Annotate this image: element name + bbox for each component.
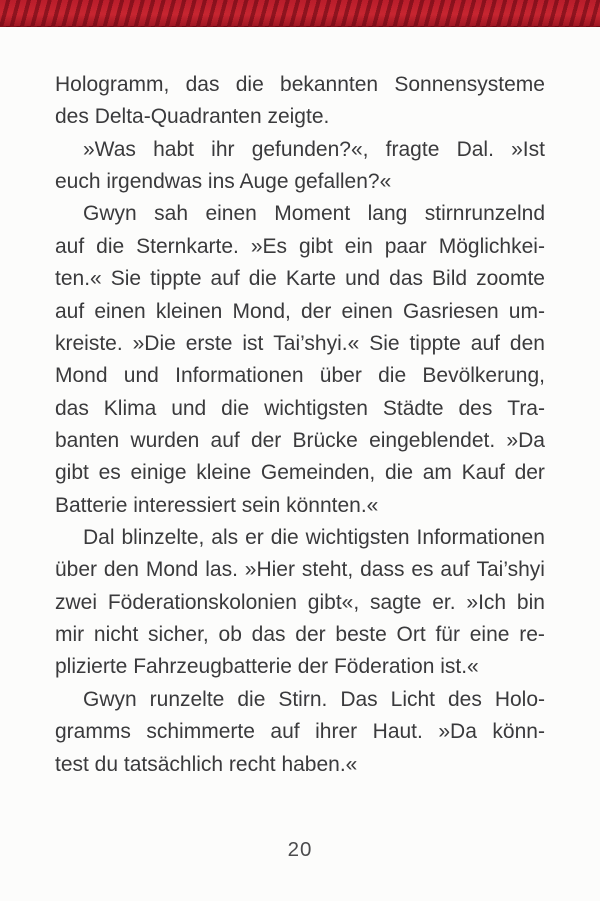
text-word: re-	[519, 623, 545, 647]
text-word: ist	[242, 331, 264, 355]
text-word: lang	[367, 202, 408, 226]
text-word: Mond	[55, 364, 108, 388]
text-word: Gwyn	[83, 687, 137, 711]
text-word: der	[295, 623, 326, 647]
text-line	[55, 134, 545, 166]
text-word: zwei	[55, 590, 98, 614]
text-word: runzelte	[149, 687, 225, 711]
text-word: »Da	[506, 428, 545, 452]
text-word: wichtigsten	[305, 526, 410, 550]
text-word: den	[509, 331, 545, 355]
text-word: Tai’shyi.«	[273, 331, 360, 355]
text-line	[55, 296, 545, 328]
text-line: plizierte Fahrzeugbatterie der Föderation ist.«	[55, 655, 479, 679]
text-word: die	[378, 364, 407, 388]
text-word: Dal	[83, 526, 115, 550]
text-word: steht,	[301, 558, 354, 582]
text-word: Sternkarte.	[136, 234, 239, 258]
text-word: ihrer	[315, 720, 358, 744]
text-word: Haut.	[372, 720, 423, 744]
text-line: test du tatsächlich recht haben.«	[55, 752, 358, 776]
text-word: »Es	[250, 234, 287, 258]
text-word: Sie	[110, 267, 142, 291]
text-word: die	[237, 687, 266, 711]
text-word: »Ich	[466, 590, 507, 614]
text-word: »Die	[132, 331, 176, 355]
text-line	[55, 522, 545, 554]
text-word: er	[245, 526, 264, 550]
text-word: paar	[384, 234, 427, 258]
text-word: »Da	[438, 720, 477, 744]
text-line	[55, 587, 545, 619]
text-word: auf	[210, 428, 240, 452]
text-word: als	[211, 526, 239, 550]
text-word: gefunden?«,	[251, 137, 369, 161]
text-word: der	[300, 299, 332, 323]
text-word: die	[384, 461, 414, 485]
text-line	[55, 619, 545, 651]
text-word: die	[221, 396, 250, 420]
text-word: gibt	[55, 461, 89, 485]
text-line	[55, 231, 545, 263]
text-word: das	[55, 396, 89, 420]
text-word: gibt«,	[307, 590, 360, 614]
text-line	[55, 716, 545, 748]
text-line	[55, 393, 545, 425]
text-word: Föderationskolonien	[107, 590, 297, 614]
text-word: des	[447, 687, 482, 711]
text-word: die	[248, 267, 277, 291]
text-word: kleine	[196, 461, 252, 485]
text-word: kleinen	[155, 299, 223, 323]
text-line	[55, 360, 545, 392]
text-word: die	[270, 526, 299, 550]
text-word: sah	[154, 202, 188, 226]
text-word: Licht	[390, 687, 436, 711]
text-word: kreiste.	[55, 331, 123, 355]
text-word: bin	[516, 590, 545, 614]
text-word: schimmerte	[146, 720, 255, 744]
text-word: der	[250, 428, 282, 452]
text-word: Stirn.	[278, 687, 328, 711]
text-word: banten	[55, 428, 120, 452]
text-word: gibt	[298, 234, 333, 258]
text-word: »Ist	[511, 137, 545, 161]
text-line	[55, 684, 545, 716]
text-line	[55, 69, 545, 101]
text-word: tippte	[150, 267, 202, 291]
text-word: Brücke	[292, 428, 358, 452]
text-line	[55, 198, 545, 230]
text-word: einen	[341, 299, 393, 323]
text-word: für	[435, 623, 460, 647]
text-word: Möglichkei-	[438, 234, 545, 258]
text-word: erste	[185, 331, 233, 355]
text-word: Hologramm,	[55, 73, 170, 96]
text-word: und	[171, 396, 207, 420]
text-word: habt	[153, 137, 194, 161]
text-word: Sonnensysteme	[394, 73, 545, 96]
text-word: der	[514, 461, 545, 485]
text-word: auf	[440, 558, 470, 582]
text-word: auf	[55, 234, 85, 258]
text-word: Klima	[103, 396, 157, 420]
text-word: einen	[205, 202, 257, 226]
text-word: ob	[218, 623, 242, 647]
text-word: Tra-	[507, 396, 545, 420]
text-word: auf	[55, 299, 85, 323]
text-word: zoomte	[476, 267, 545, 291]
text-line: Batterie interessiert sein könnten.«	[55, 493, 379, 517]
text-word: Mond	[145, 558, 199, 582]
text-word: »Was	[83, 137, 136, 161]
text-word: tippte	[409, 331, 461, 355]
text-word: Dal.	[456, 137, 494, 161]
page-number: 20	[287, 838, 313, 861]
book-cover-top-edge	[0, 0, 600, 27]
text-word: das	[389, 267, 424, 291]
text-word: sicher,	[148, 623, 209, 647]
text-word: Gwyn	[83, 202, 137, 226]
text-word: es	[411, 558, 434, 582]
text-word: eine	[469, 623, 510, 647]
text-word: dass	[360, 558, 405, 582]
text-word: wichtigsten	[264, 396, 368, 420]
text-word: einen	[94, 299, 146, 323]
text-word: beste	[335, 623, 387, 647]
text-word: den	[103, 558, 139, 582]
text-word: Karte	[285, 267, 337, 291]
text-word: sagte	[370, 590, 422, 614]
text-word: es	[98, 461, 121, 485]
text-word: las.	[205, 558, 238, 582]
text-word: blinzelte,	[121, 526, 205, 550]
text-word: er.	[432, 590, 456, 614]
text-word: fragte	[385, 137, 440, 161]
text-word: Tai’shyi	[476, 558, 545, 582]
text-word: Holo-	[494, 687, 545, 711]
text-word: wurden	[130, 428, 200, 452]
text-word: Moment	[274, 202, 351, 226]
text-word: und	[123, 364, 159, 388]
text-word: eingeblendet.	[369, 428, 496, 452]
text-line	[55, 457, 545, 489]
text-word: Informationen	[416, 526, 545, 550]
text-word: Das	[340, 687, 378, 711]
text-word: Gemeinden,	[260, 461, 376, 485]
text-word: gramms	[55, 720, 131, 744]
text-word: Sie	[369, 331, 400, 355]
text-word: die	[235, 73, 264, 96]
text-word: die	[96, 234, 125, 258]
text-word: ihr	[211, 137, 235, 161]
text-word: ein	[344, 234, 373, 258]
text-word: auf	[210, 267, 240, 291]
text-word: am	[422, 461, 452, 485]
text-word: Gasriesen	[402, 299, 499, 323]
text-line	[55, 263, 545, 295]
text-word: und	[345, 267, 381, 291]
text-word: könn-	[492, 720, 545, 744]
text-word: »Hier	[244, 558, 295, 582]
text-word: mir	[55, 623, 85, 647]
text-line	[55, 328, 545, 360]
text-word: stirnrunzelnd	[424, 202, 545, 226]
text-line: des Delta-Quadranten zeigte.	[55, 105, 330, 129]
text-word: bekannten	[280, 73, 379, 96]
text-line: euch irgendwas ins Auge gefallen?«	[55, 170, 392, 194]
text-word: auf	[470, 331, 500, 355]
text-word: Bild	[432, 267, 468, 291]
text-word: Städte	[382, 396, 444, 420]
text-word: nicht	[93, 623, 139, 647]
text-word: das	[185, 73, 220, 96]
text-word: Informationen	[175, 364, 304, 388]
text-word: Mond,	[232, 299, 291, 323]
text-word: Ort	[396, 623, 426, 647]
text-word: des	[458, 396, 493, 420]
text-word: ten.«	[55, 267, 102, 291]
text-word: das	[251, 623, 286, 647]
text-word: Bevölkerung,	[422, 364, 545, 388]
text-line	[55, 425, 545, 457]
text-word: einige	[130, 461, 187, 485]
text-word: über	[319, 364, 362, 388]
text-line	[55, 554, 545, 586]
text-word: Kauf	[461, 461, 505, 485]
page-text	[55, 69, 545, 781]
text-word: über	[55, 558, 98, 582]
text-word: um-	[508, 299, 545, 323]
text-word: auf	[270, 720, 300, 744]
